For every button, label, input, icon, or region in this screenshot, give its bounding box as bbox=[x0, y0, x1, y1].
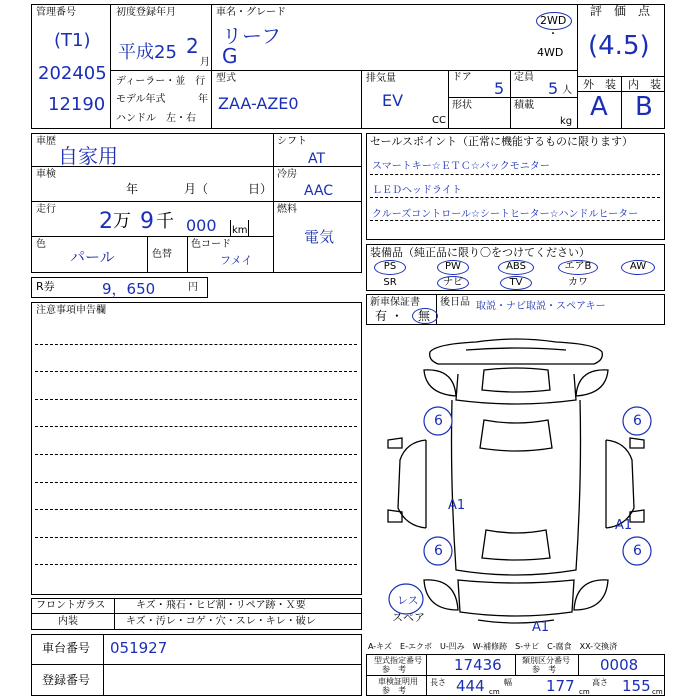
name-label: 車名・グレード bbox=[216, 7, 286, 18]
damage-mark-5: 6 bbox=[434, 543, 443, 559]
car-diagram bbox=[366, 330, 665, 636]
month-value: 2 bbox=[186, 34, 199, 58]
ruibetsu-value: 0008 bbox=[600, 656, 639, 674]
mileage-b: 9 bbox=[140, 209, 154, 234]
shape-label: 形状 bbox=[452, 100, 472, 111]
eq-aw: AW bbox=[629, 261, 647, 272]
damage-mark-3: A1 bbox=[448, 498, 466, 513]
cooling-label: 冷房 bbox=[277, 169, 297, 180]
type-label: 型式 bbox=[216, 73, 236, 84]
eq-navi: ナビ bbox=[443, 277, 463, 288]
ext-label: 外 装 bbox=[583, 78, 616, 91]
disp-value: EV bbox=[382, 91, 404, 110]
damage-legend: A-キズ E-エクボ U-凹み W-補修跡 S-サビ C-腐食 XX-交換済 bbox=[368, 642, 618, 651]
fuel-value: 電気 bbox=[304, 228, 335, 246]
ext-grade: A bbox=[590, 92, 608, 122]
spare-circle-text: レス bbox=[397, 594, 419, 607]
kanri-no2: 12190 bbox=[48, 94, 106, 115]
sales-line2: ＬＥＤヘッドライト bbox=[372, 185, 462, 196]
mileage-man: 万 bbox=[113, 211, 131, 232]
fuel-label: 燃料 bbox=[277, 204, 297, 215]
ref-3: 参 考 bbox=[382, 686, 406, 695]
car-name: リーフ bbox=[222, 24, 281, 48]
width-value: 177 bbox=[546, 677, 575, 695]
mileage-label: 走行 bbox=[36, 204, 56, 215]
height-label: 高さ bbox=[592, 678, 608, 687]
cooling-value: AAC bbox=[304, 183, 334, 199]
history-value: 自家用 bbox=[58, 144, 118, 168]
width-label: 幅 bbox=[504, 678, 512, 687]
chassis-value: 051927 bbox=[110, 639, 168, 657]
eq-kawa: カワ bbox=[568, 277, 588, 288]
spare-label: スペア bbox=[392, 611, 425, 624]
sales-line3: クルーズコントロール☆シートヒーター☆ハンドルヒーター bbox=[372, 209, 639, 220]
door-value: 5 bbox=[494, 79, 505, 98]
era-value: 平成25 bbox=[118, 42, 177, 63]
rken-label: R券 bbox=[36, 280, 55, 293]
grade: G bbox=[222, 44, 238, 68]
disp-label: 排気量 bbox=[366, 73, 396, 84]
insp-year: 年 bbox=[126, 182, 139, 196]
accessories-label: 後日品 bbox=[440, 297, 470, 308]
warranty-label: 新車保証書 bbox=[370, 297, 420, 308]
ref-1: 参 考 bbox=[382, 665, 406, 674]
length-unit: cm bbox=[489, 688, 500, 696]
mileage-unit: km bbox=[232, 225, 248, 236]
chassis-label: 車台番号 bbox=[42, 641, 91, 655]
damage-mark-2: 6 bbox=[633, 413, 642, 429]
color-label: 色 bbox=[36, 239, 46, 250]
notes-label: 注意事項申告欄 bbox=[36, 305, 106, 316]
model-year-label: モデル年式 bbox=[116, 94, 166, 105]
drive-4wd: 4WD bbox=[537, 46, 564, 59]
eq-airbag: エアB bbox=[564, 261, 592, 272]
ref-2: 参 考 bbox=[532, 665, 556, 674]
int-label: 内 装 bbox=[628, 78, 661, 91]
kanri-t: (T1) bbox=[54, 30, 91, 51]
disp-unit: CC bbox=[432, 115, 446, 126]
warranty-options: 有 ・ bbox=[375, 309, 403, 323]
insp-day: 日） bbox=[248, 182, 273, 196]
load-unit: kg bbox=[560, 116, 573, 127]
load-label: 積載 bbox=[514, 100, 534, 111]
height-unit: cm bbox=[652, 688, 663, 696]
sales-line1: スマートキー☆ＥＴＣ☆バックモニター bbox=[372, 161, 550, 172]
interior-text: キズ・汚レ・コゲ・穴・スレ・キレ・破レ bbox=[126, 616, 316, 627]
eq-abs: ABS bbox=[506, 261, 526, 272]
shift-label: シフト bbox=[277, 136, 307, 147]
damage-mark-7: A1 bbox=[532, 620, 550, 635]
seat-unit: 人 bbox=[562, 85, 572, 96]
eq-tv: TV bbox=[509, 277, 523, 288]
notes-box bbox=[31, 302, 362, 595]
shomei-label: 車検証明用 bbox=[378, 677, 418, 686]
handle-label: ハンドル 左・右 bbox=[116, 113, 196, 124]
mileage-sen: 千 bbox=[156, 211, 174, 232]
rken-unit: 円 bbox=[188, 282, 198, 293]
inspection-label: 車検 bbox=[36, 169, 56, 180]
history-label: 車歴 bbox=[36, 136, 56, 147]
color-code-value: フメイ bbox=[220, 254, 253, 267]
eq-ps: PS bbox=[383, 261, 397, 272]
door-label: ドア bbox=[452, 72, 472, 83]
eq-pw: PW bbox=[445, 261, 461, 272]
damage-mark-4: A1 bbox=[615, 518, 633, 533]
eq-sr: SR bbox=[383, 277, 397, 288]
kanri-label: 管理番号 bbox=[36, 7, 76, 18]
interior-label: 内装 bbox=[58, 616, 78, 627]
eval-label: 評 価 点 bbox=[590, 4, 651, 18]
front-glass-label: フロントガラス bbox=[36, 600, 106, 611]
height-value: 155 bbox=[622, 677, 651, 695]
drive-dot: ・ bbox=[548, 29, 558, 40]
color-value: パール bbox=[70, 248, 115, 266]
damage-mark-1: 6 bbox=[434, 413, 443, 429]
length-label: 長さ bbox=[430, 678, 446, 687]
katashiki-label: 型式指定番号 bbox=[374, 656, 422, 665]
katashiki-value: 17436 bbox=[454, 656, 502, 674]
eval-score: (4.5) bbox=[588, 31, 650, 61]
color-code-label: 色コード bbox=[191, 239, 231, 250]
color-change-label: 色替 bbox=[152, 249, 172, 260]
damage-mark-6: 6 bbox=[633, 543, 642, 559]
model-year-unit: 年 bbox=[198, 94, 208, 105]
seat-value: 5 bbox=[548, 79, 559, 98]
width-unit: cm bbox=[579, 688, 590, 696]
ruibetsu-label: 類別区分番号 bbox=[522, 656, 570, 665]
mileage-c: 000 bbox=[186, 216, 217, 235]
dealer-label: ディーラー・並 行 bbox=[116, 76, 206, 87]
insp-month: 月（ bbox=[184, 182, 209, 196]
equipment-label: 装備品（純正品に限り〇をつけてください） bbox=[370, 246, 590, 259]
accessories-value: 取説・ナビ取説・スペアキー bbox=[476, 301, 606, 312]
reg-label: 登録番号 bbox=[42, 673, 91, 687]
seat-label: 定員 bbox=[514, 72, 534, 83]
kanri-no1: 202405 bbox=[38, 63, 107, 84]
front-glass-text: キズ・飛石・ヒビ割・リペア跡・Ｘ要 bbox=[136, 600, 306, 611]
mileage-a: 2 bbox=[99, 209, 113, 234]
shodo-label: 初度登録年月 bbox=[116, 7, 176, 18]
month-unit: 月 bbox=[200, 57, 210, 68]
length-value: 444 bbox=[456, 677, 485, 695]
warranty-selected: 無 bbox=[418, 309, 431, 323]
model-code: ZAA-AZE0 bbox=[218, 94, 299, 113]
int-grade: B bbox=[635, 92, 653, 122]
shift-value: AT bbox=[308, 151, 326, 167]
sales-label: セールスポイント（正常に機能するものに限ります） bbox=[370, 135, 634, 148]
drive-2wd: 2WD bbox=[540, 14, 567, 27]
rken-value: 9，650 bbox=[102, 280, 156, 298]
